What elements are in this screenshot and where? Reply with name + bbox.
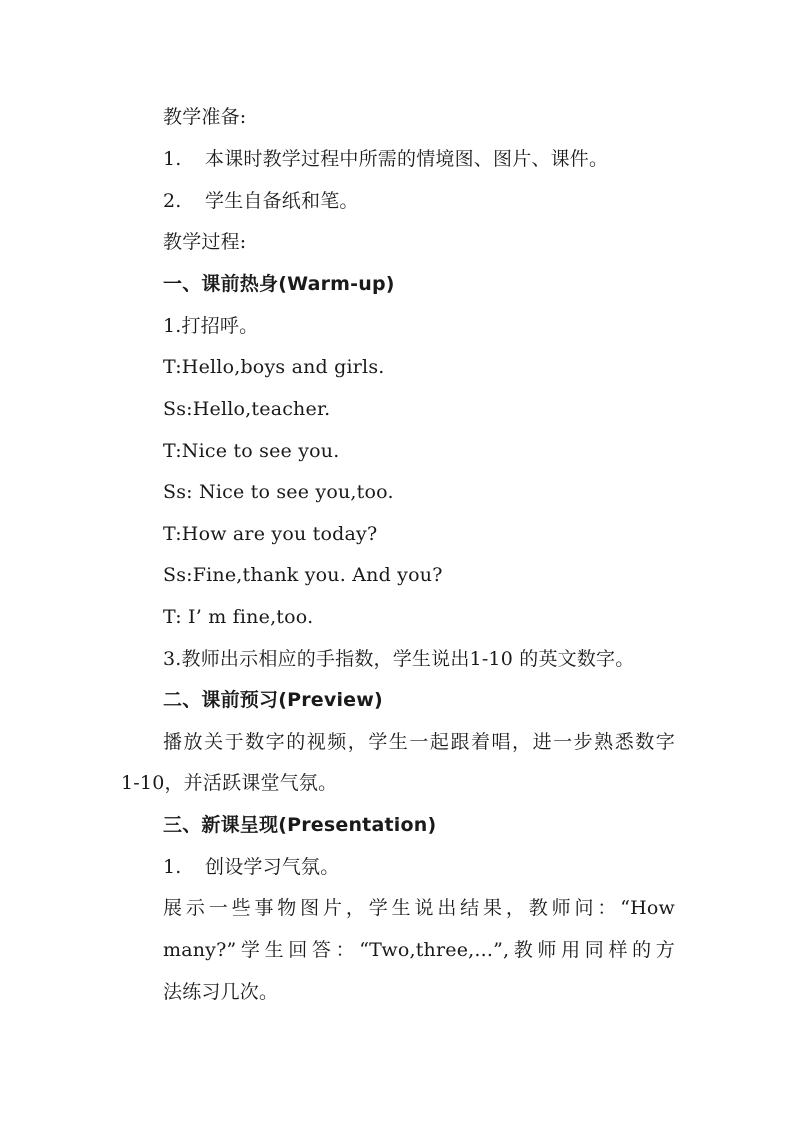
presentation-paragraph-line-2: many?”学生回答：“Two,three,...”,教师用同样的方 — [163, 939, 675, 961]
preview-heading: 二、课前预习(Preview) — [163, 689, 383, 711]
dialogue-line-1: T:Hello,boys and girls. — [163, 356, 385, 378]
presentation-paragraph-line-3: 法练习几次。 — [163, 981, 279, 1003]
presentation-heading: 三、新课呈现(Presentation) — [163, 814, 437, 836]
dialogue-line-7: T: I’ m fine,too. — [163, 606, 314, 628]
teaching-prep-heading: 教学准备: — [163, 106, 247, 128]
presentation-item-1-number: 1. — [163, 856, 182, 878]
warmup-heading: 一、课前热身(Warm-up) — [163, 273, 395, 295]
prep-item-1-number: 1. — [163, 148, 182, 170]
dialogue-line-6: Ss:Fine,thank you. And you? — [163, 564, 443, 586]
prep-item-2 — [163, 188, 359, 214]
prep-item-1-text: 本课时教学过程中所需的情境图、图片、课件。 — [205, 148, 609, 170]
warmup-step-3: 3.教师出示相应的手指数，学生说出1-10 的英文数字。 — [163, 648, 635, 670]
presentation-item-1-text: 创设学习气氛。 — [205, 856, 340, 878]
dialogue-line-5: T:How are you today? — [163, 523, 378, 545]
dialogue-line-3: T:Nice to see you. — [163, 440, 340, 462]
presentation-item-1 — [163, 854, 339, 880]
dialogue-line-2: Ss:Hello,teacher. — [163, 398, 331, 420]
presentation-paragraph-line-1: 展示一些事物图片，学生说出结果，教师问：“How — [163, 897, 675, 919]
teaching-process-heading: 教学过程: — [163, 231, 247, 253]
dialogue-line-4: Ss: Nice to see you,too. — [163, 481, 394, 503]
preview-paragraph-line-1: 播放关于数字的视频，学生一起跟着唱，进一步熟悉数字 — [163, 731, 675, 753]
warmup-step-1: 1.打招呼。 — [163, 315, 259, 337]
prep-item-1 — [163, 146, 608, 172]
prep-item-2-text: 学生自备纸和笔。 — [205, 190, 359, 212]
preview-paragraph-line-2: 1-10，并活跃课堂气氛。 — [121, 772, 338, 794]
prep-item-2-number: 2. — [163, 190, 182, 212]
